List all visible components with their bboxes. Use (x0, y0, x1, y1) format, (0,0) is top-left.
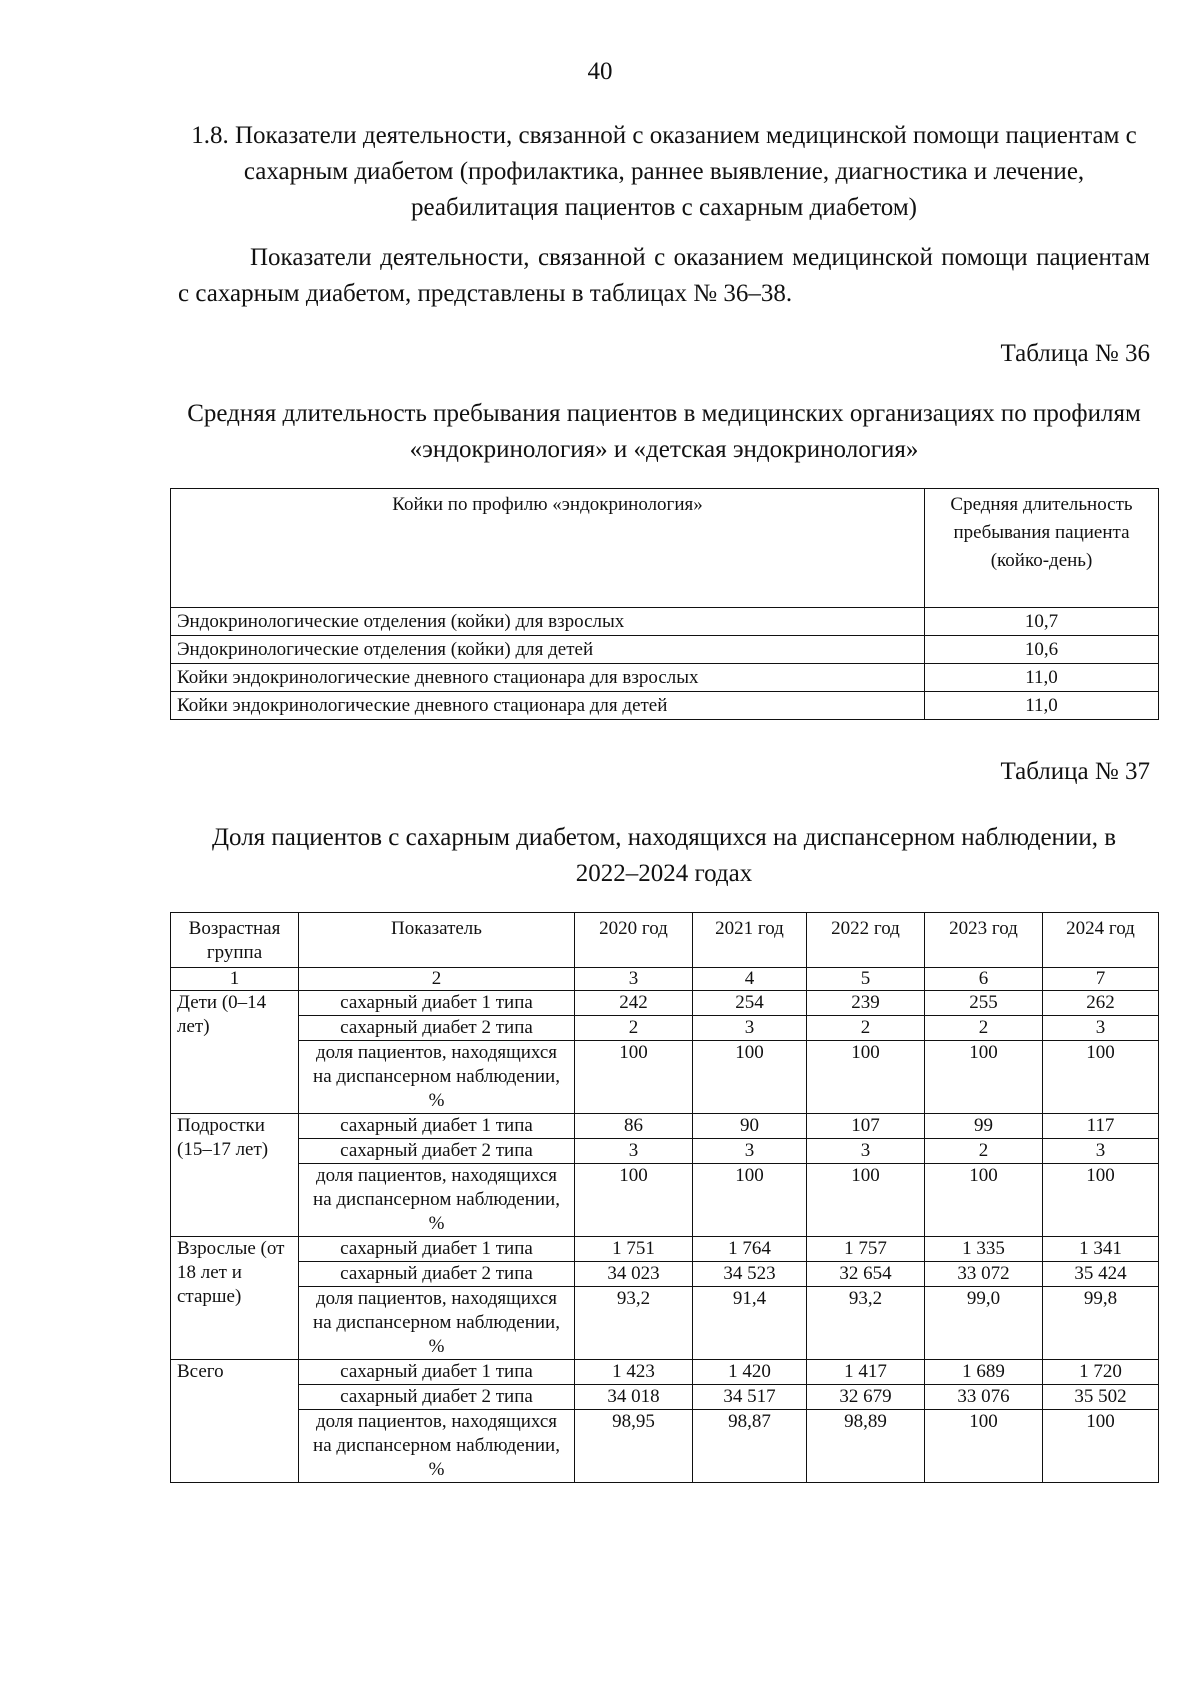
table-row (171, 1410, 1159, 1483)
value-cell: 99,0 (925, 1287, 1043, 1360)
intro-paragraph: Показатели деятельности, связанной с оказанием медицинской помощи пациентам с сахарным диабетом, представлены в таблицах № 36–38. (178, 244, 1150, 307)
table-37-header-cell: Показатель (299, 913, 575, 968)
value-cell: 100 (807, 1164, 925, 1237)
column-number: 5 (807, 968, 925, 991)
value-cell: 100 (925, 1410, 1043, 1483)
value-cell: 3 (807, 1139, 925, 1164)
value-cell: 1 757 (807, 1237, 925, 1262)
value-cell: 34 023 (575, 1262, 693, 1287)
value-cell: 100 (925, 1041, 1043, 1114)
table-row (171, 608, 1159, 636)
table-36 (170, 488, 1159, 720)
value-cell: 242 (575, 991, 693, 1016)
table-37-header-cell: 2024 год (1043, 913, 1159, 968)
table-row (171, 1139, 1159, 1164)
value-cell: 98,89 (807, 1410, 925, 1483)
value-cell: 239 (807, 991, 925, 1016)
column-number: 4 (693, 968, 807, 991)
table-row (171, 1114, 1159, 1139)
indicator-cell: доля пациентов, находящихся на диспансерном наблюдении, % (299, 1287, 575, 1360)
value-cell: 107 (807, 1114, 925, 1139)
table-row (171, 1016, 1159, 1041)
value-cell: 93,2 (575, 1287, 693, 1360)
table-row (171, 664, 1159, 692)
table-row (171, 1164, 1159, 1237)
value-cell: 35 502 (1043, 1385, 1159, 1410)
table-36-header-cell: Средняя длительность пребывания пациента (койко-день) (925, 489, 1159, 608)
table-cell: Эндокринологические отделения (койки) для взрослых (171, 608, 925, 636)
value-cell: 35 424 (1043, 1262, 1159, 1287)
value-cell: 100 (1043, 1410, 1159, 1483)
table-cell: Койки эндокринологические дневного стационара для взрослых (171, 664, 925, 692)
age-group-cell: Всего (171, 1360, 299, 1483)
value-cell: 100 (925, 1164, 1043, 1237)
value-cell: 32 654 (807, 1262, 925, 1287)
table-row (171, 692, 1159, 720)
indicator-cell: доля пациентов, находящихся на диспансерном наблюдении, % (299, 1164, 575, 1237)
value-cell: 2 (925, 1139, 1043, 1164)
indicator-cell: сахарный диабет 2 типа (299, 1139, 575, 1164)
age-group-cell: Взрослые (от 18 лет и старше) (171, 1237, 299, 1360)
value-cell: 34 523 (693, 1262, 807, 1287)
value-cell: 1 423 (575, 1360, 693, 1385)
table-37-header-cell: 2022 год (807, 913, 925, 968)
table-37-header-cell: Возрастная группа (171, 913, 299, 968)
section-title: 1.8. Показатели деятельности, связанной с оказанием медицинской помощи пациентам с сахарным диабетом (профилактика, раннее выявление, диагностика и лечение, реабилитация пациентов с сахарным диабетом) (191, 122, 1137, 221)
value-cell: 2 (807, 1016, 925, 1041)
value-cell: 1 341 (1043, 1237, 1159, 1262)
indicator-cell: сахарный диабет 1 типа (299, 1114, 575, 1139)
value-cell: 91,4 (693, 1287, 807, 1360)
table-row (171, 1237, 1159, 1262)
value-cell: 99,8 (1043, 1287, 1159, 1360)
table-36-title: Средняя длительность пребывания пациентов в медицинских организациях по профилям «эндокринология» и «детская эндокринология» (187, 400, 1141, 463)
value-cell: 33 076 (925, 1385, 1043, 1410)
value-cell: 1 335 (925, 1237, 1043, 1262)
value-cell: 99 (925, 1114, 1043, 1139)
table-37-header-cell: 2020 год (575, 913, 693, 968)
indicator-cell: сахарный диабет 1 типа (299, 1237, 575, 1262)
table-36-header-cell: Койки по профилю «эндокринология» (171, 489, 925, 608)
table-cell: 11,0 (925, 692, 1159, 720)
value-cell: 86 (575, 1114, 693, 1139)
indicator-cell: сахарный диабет 1 типа (299, 991, 575, 1016)
value-cell: 117 (1043, 1114, 1159, 1139)
table-cell: Эндокринологические отделения (койки) для детей (171, 636, 925, 664)
table-37-column-numbers (171, 968, 1159, 991)
table-37 (170, 912, 1159, 1483)
value-cell: 3 (1043, 1139, 1159, 1164)
value-cell: 100 (1043, 1164, 1159, 1237)
table-cell: 10,6 (925, 636, 1159, 664)
value-cell: 1 720 (1043, 1360, 1159, 1385)
table-row (171, 636, 1159, 664)
value-cell: 3 (575, 1139, 693, 1164)
page-number: 40 (587, 58, 613, 85)
indicator-cell: сахарный диабет 2 типа (299, 1262, 575, 1287)
value-cell: 254 (693, 991, 807, 1016)
indicator-cell: сахарный диабет 1 типа (299, 1360, 575, 1385)
column-number: 1 (171, 968, 299, 991)
value-cell: 90 (693, 1114, 807, 1139)
value-cell: 100 (693, 1164, 807, 1237)
value-cell: 34 018 (575, 1385, 693, 1410)
indicator-cell: доля пациентов, находящихся на диспансерном наблюдении, % (299, 1041, 575, 1114)
value-cell: 3 (693, 1139, 807, 1164)
table-row (171, 1385, 1159, 1410)
table-37-title: Доля пациентов с сахарным диабетом, находящихся на диспансерном наблюдении, в 2022–2024 годах (211, 824, 1117, 887)
value-cell: 1 417 (807, 1360, 925, 1385)
table-row (171, 1041, 1159, 1114)
value-cell: 1 689 (925, 1360, 1043, 1385)
table-37-header-cell: 2023 год (925, 913, 1043, 968)
value-cell: 100 (575, 1041, 693, 1114)
age-group-cell: Дети (0–14 лет) (171, 991, 299, 1114)
table-row (171, 1287, 1159, 1360)
value-cell: 255 (925, 991, 1043, 1016)
value-cell: 98,95 (575, 1410, 693, 1483)
table-row (171, 991, 1159, 1016)
value-cell: 2 (925, 1016, 1043, 1041)
column-number: 2 (299, 968, 575, 991)
table-37-label: Таблица № 37 (1000, 758, 1150, 785)
indicator-cell: сахарный диабет 2 типа (299, 1385, 575, 1410)
table-37-header-row (171, 913, 1159, 968)
value-cell: 32 679 (807, 1385, 925, 1410)
value-cell: 3 (693, 1016, 807, 1041)
age-group-cell: Подростки (15–17 лет) (171, 1114, 299, 1237)
value-cell: 1 751 (575, 1237, 693, 1262)
value-cell: 98,87 (693, 1410, 807, 1483)
value-cell: 2 (575, 1016, 693, 1041)
column-number: 6 (925, 968, 1043, 991)
indicator-cell: доля пациентов, находящихся на диспансерном наблюдении, % (299, 1410, 575, 1483)
table-36-label: Таблица № 36 (1000, 340, 1150, 367)
value-cell: 100 (1043, 1041, 1159, 1114)
value-cell: 100 (807, 1041, 925, 1114)
value-cell: 100 (693, 1041, 807, 1114)
value-cell: 262 (1043, 991, 1159, 1016)
column-number: 7 (1043, 968, 1159, 991)
column-number: 3 (575, 968, 693, 991)
value-cell: 3 (1043, 1016, 1159, 1041)
table-cell: 10,7 (925, 608, 1159, 636)
table-36-header-row (171, 489, 1159, 608)
value-cell: 100 (575, 1164, 693, 1237)
value-cell: 33 072 (925, 1262, 1043, 1287)
indicator-cell: сахарный диабет 2 типа (299, 1016, 575, 1041)
table-row (171, 1360, 1159, 1385)
table-cell: Койки эндокринологические дневного стационара для детей (171, 692, 925, 720)
value-cell: 93,2 (807, 1287, 925, 1360)
table-37-header-cell: 2021 год (693, 913, 807, 968)
value-cell: 34 517 (693, 1385, 807, 1410)
value-cell: 1 764 (693, 1237, 807, 1262)
value-cell: 1 420 (693, 1360, 807, 1385)
table-cell: 11,0 (925, 664, 1159, 692)
table-row (171, 1262, 1159, 1287)
